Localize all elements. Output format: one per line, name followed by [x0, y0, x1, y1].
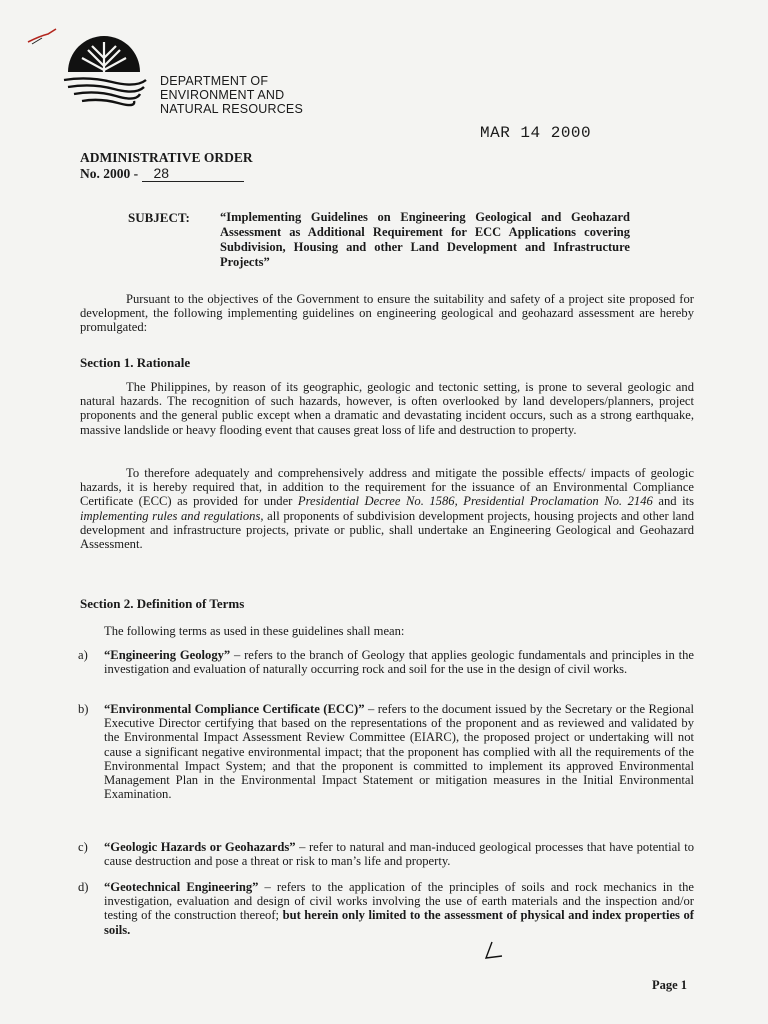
item-label: d): [78, 880, 89, 894]
definition-term: “Engineering Geology”: [104, 648, 231, 662]
item-label: a): [78, 648, 88, 662]
definition-item: [78, 702, 694, 802]
legal-reference: implementing rules and regulations: [80, 508, 261, 523]
order-number-prefix: No. 2000 -: [80, 166, 139, 181]
definition-text: – refers to the application of the principles of soils and rock mechanics in the investigation, evaluation and design of civil works involving the use of earth materials and the inspection and/or testing of the construction thereof;: [104, 880, 694, 923]
subject-label: SUBJECT:: [128, 210, 190, 225]
definition-text: – refers to the document issued by the Secretary or the Regional Executive Director certifying that based on the representations of the proponent and as reviewed and validated by the Environmental Impact Assessment Review Committee (EIARC), the proposed project or undertaking will not cause a significant negative environmental impact; that the proponent has complied with all the requirements of the Environmental Impact System; and that the proponent is committed to implement its approved Environmental Management Plan in the Environmental Impact Statement or mitigation measures in the Initial Environmental Examination.: [104, 702, 694, 802]
rationale-text: and its: [652, 494, 695, 509]
intro-paragraph: Pursuant to the objectives of the Government to ensure the suitability and safety of a project site proposed for development, the following implementing guidelines on engineering geological and geohazard assessment are hereby promulgated:: [80, 292, 694, 335]
definition-term: “Geotechnical Engineering”: [104, 880, 259, 894]
order-number: [80, 165, 244, 182]
subject-text: “Implementing Guidelines on Engineering Geological and Geohazard Assessment as Additional Requirement for ECC Applications covering Subdivision, Housing and other Land Development and Infrastructure Projects”: [220, 210, 630, 269]
definition-term: “Environmental Compliance Certificate (ECC)”: [104, 702, 365, 716]
department-line: DEPARTMENT OF: [160, 74, 269, 88]
date-stamp: MAR 14 2000: [480, 124, 592, 142]
department-line: NATURAL RESOURCES: [160, 102, 304, 116]
section-2-title: Section 2. Definition of Terms: [80, 596, 245, 611]
department-line: ENVIRONMENT AND: [160, 88, 285, 102]
department-name: [160, 74, 303, 116]
rationale-text: To therefore adequately and comprehensively address and mitigate the possible effects/ impacts of geologic hazards, it is hereby required that, in addition to the requirement for the issuance of an Environmental Compliance Certificate (ECC) as provided for under: [80, 466, 694, 509]
handwritten-initial-icon: [478, 940, 504, 962]
definitions-intro: The following terms as used in these guidelines shall mean:: [104, 624, 405, 638]
definition-item: [78, 880, 694, 937]
definition-limit: but herein only limited to the assessment of physical and index properties of soils.: [104, 908, 694, 937]
rationale-paragraph-2: [80, 466, 694, 551]
item-label: c): [78, 840, 88, 854]
order-number-value: 28: [142, 165, 244, 182]
definition-text: – refer to natural and man-induced geological processes that have potential to cause destruction and pose a threat or risk to man’s life and property.: [104, 840, 694, 869]
item-label: b): [78, 702, 89, 716]
order-title: ADMINISTRATIVE ORDER: [80, 150, 253, 165]
definition-item: [78, 648, 694, 677]
rationale-paragraph-1: The Philippines, by reason of its geographic, geologic and tectonic setting, is prone to several geologic and natural hazards. The recognition of such hazards, however, is often overlooked by land developers/planners, project proponents and the general public except when a dramatic and devastating incident occurs, such as a strong earthquake, massive landslide or heavy flooding event that causes great loss of life and destruction to property.: [80, 380, 694, 437]
denr-logo-icon: [58, 32, 148, 112]
definition-text: – refers to the branch of Geology that applies geologic fundamentals and principles in the investigation and evaluation of naturally occurring rock and soil for the use in the design of civil works.: [104, 648, 694, 677]
definition-term: “Geologic Hazards or Geohazards”: [104, 840, 296, 854]
definition-item: [78, 840, 694, 869]
page-number: Page 1: [652, 978, 688, 992]
section-1-title: Section 1. Rationale: [80, 355, 191, 370]
legal-reference: Presidential Decree No. 1586, Presidential Proclamation No. 2146: [297, 494, 653, 509]
rationale-text: , all proponents of subdivision development projects, housing projects and other land development and infrastructure projects, private or public, shall undertake an Engineering Geological and Geohazard Assessment.: [80, 508, 694, 552]
